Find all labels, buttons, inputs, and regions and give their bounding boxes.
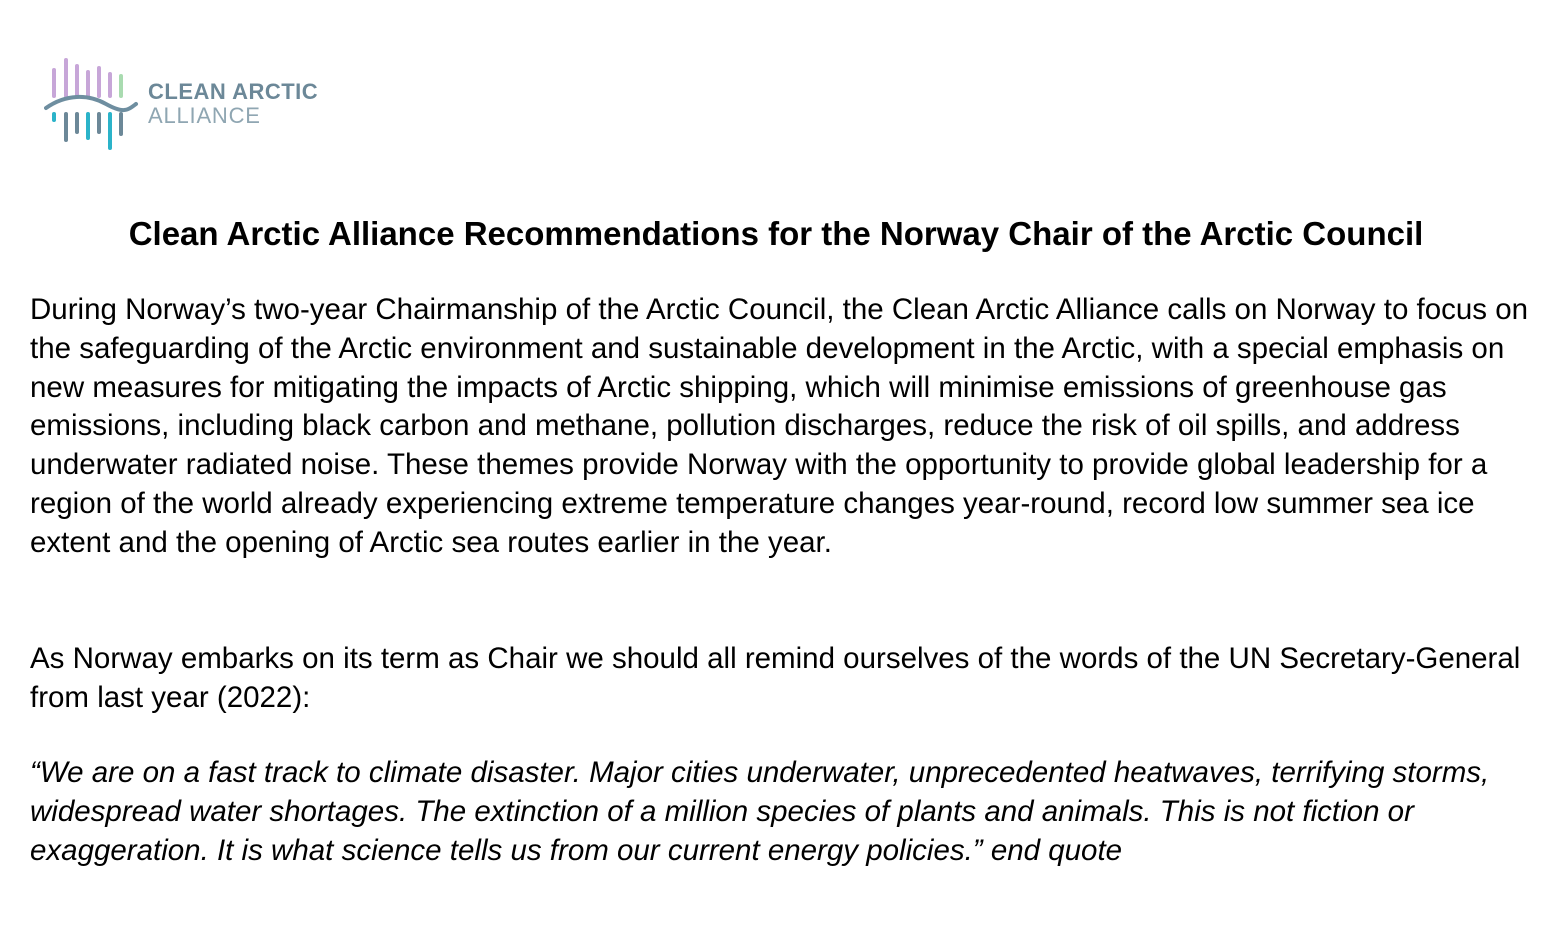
logo-wordmark [148,80,318,128]
paragraph-un-secretary-general: As Norway embarks on its term as Chair we should all remind ourselves of the words of the UN Secretary-General from last year (2022): [30,642,1521,714]
logo [44,54,344,154]
logo-text-clean-arctic: CLEAN ARCTIC [148,79,319,104]
quote-un-secretary-general: “We are on a fast track to climate disaster. Major cities underwater, unprecedented heatwaves, terrifying storms, widespread water shortages. The extinction of a million species of plants and animals. This is not fiction or exaggeration. It is what science tells us from our current energy policies.” end quote [30,756,1490,867]
paragraph-chairmanship: During Norway’s two-year Chairmanship of the Arctic Council, the Clean Arctic Alliance calls on Norway to focus on the safeguarding of the Arctic environment and sustainable development in the Arctic, with a special emphasis on new measures for mitigating the impacts of Arctic shipping, which will minimise emissions of greenhouse gas emissions, including black carbon and methane, pollution discharges, reduce the risk of oil spills, and address underwater radiated noise. These themes provide Norway with the opportunity to provide global leadership for a region of the world already experiencing extreme temperature changes year-round, record low summer sea ice extent and the opening of Arctic sea routes earlier in the year. [30,293,1529,559]
clean-arctic-alliance-logo-mark [44,54,140,154]
logo-text-alliance: ALLIANCE [148,103,261,128]
document-title: Clean Arctic Alliance Recommendations for the Norway Chair of the Arctic Council [128,215,1424,252]
